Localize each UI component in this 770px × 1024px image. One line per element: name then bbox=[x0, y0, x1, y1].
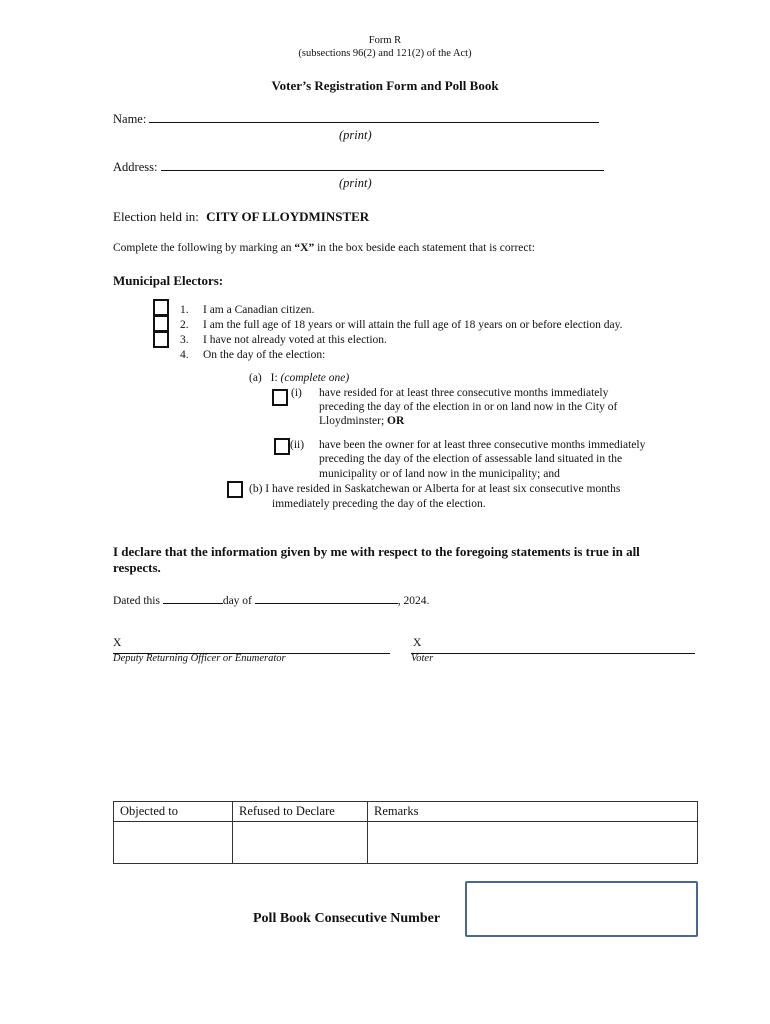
declaration-line-2: respects. bbox=[113, 560, 161, 575]
sig-right-x: X bbox=[413, 637, 422, 649]
option-i-line-2: preceding the day of the election in or on land now in the City of bbox=[319, 401, 618, 413]
option-b-line-1: (b) I have resided in Saskatchewan or Alberta for at least six consecutive months bbox=[249, 483, 621, 495]
table-header-row bbox=[114, 802, 698, 822]
statement-text-2: I am the full age of 18 years or will attain the full age of 18 years on or before election day. bbox=[203, 319, 623, 331]
checkbox-statement-1[interactable] bbox=[153, 299, 169, 316]
checkbox-option-i[interactable] bbox=[272, 389, 288, 406]
option-ii-line-1: have been the owner for at least three consecutive months immediately bbox=[319, 439, 646, 451]
option-b-line-2: immediately preceding the day of the election. bbox=[272, 498, 486, 510]
cell-refused-to-declare[interactable] bbox=[233, 822, 368, 864]
checkbox-statement-2[interactable] bbox=[153, 315, 169, 332]
election-value: CITY OF LLOYDMINSTER bbox=[206, 209, 370, 224]
option-ii-line-3: municipality or of land now in the municipality; and bbox=[319, 468, 560, 480]
statement-num-2: 2. bbox=[180, 319, 189, 331]
statement-text-3: I have not already voted at this election. bbox=[203, 334, 387, 346]
poll-book-number-field[interactable] bbox=[465, 881, 698, 937]
page-title: Voter’s Registration Form and Poll Book bbox=[271, 78, 499, 93]
option-i-line-3 bbox=[319, 415, 404, 427]
statement-text-4: On the day of the election: bbox=[203, 349, 326, 361]
option-i-num: (i) bbox=[291, 387, 302, 399]
name-label: Name: bbox=[113, 112, 147, 126]
election-row bbox=[113, 209, 369, 225]
statement-num-1: 1. bbox=[180, 304, 189, 316]
objection-table bbox=[113, 801, 698, 864]
sub-a-row bbox=[249, 372, 349, 384]
sig-line-voter[interactable] bbox=[411, 653, 695, 654]
header-remarks: Remarks bbox=[368, 802, 698, 822]
instruction-text-after: in the box beside each statement that is correct: bbox=[314, 242, 535, 254]
dated-day-field[interactable] bbox=[163, 593, 223, 604]
dated-mid: day of bbox=[222, 595, 252, 607]
statement-num-3: 3. bbox=[180, 334, 189, 346]
address-row bbox=[113, 160, 604, 175]
form-label: Form R bbox=[368, 35, 402, 46]
declaration-line-1: I declare that the information given by me with respect to the foregoing statements is true in all bbox=[113, 544, 640, 559]
name-field[interactable] bbox=[149, 112, 599, 123]
sig-caption-officer: Deputy Returning Officer or Enumerator bbox=[113, 653, 286, 664]
header-refused-to-declare: Refused to Declare bbox=[233, 802, 368, 822]
checkbox-option-ii[interactable] bbox=[274, 438, 290, 455]
address-print-hint: (print) bbox=[339, 176, 372, 190]
address-field[interactable] bbox=[161, 160, 604, 171]
option-i-line-1: have resided for at least three consecutive months immediately bbox=[319, 387, 609, 399]
option-ii-num: (ii) bbox=[290, 439, 305, 451]
dated-row bbox=[113, 593, 429, 607]
checkbox-option-b[interactable] bbox=[227, 481, 243, 498]
cell-objected-to[interactable] bbox=[114, 822, 233, 864]
option-i-or: OR bbox=[387, 415, 405, 427]
name-print-hint: (print) bbox=[339, 128, 372, 142]
instruction-text-before: Complete the following by marking an bbox=[113, 242, 295, 254]
sub-a-label: (a) bbox=[249, 372, 262, 384]
cell-remarks[interactable] bbox=[368, 822, 698, 864]
statement-text-1: I am a Canadian citizen. bbox=[203, 304, 315, 316]
poll-book-label: Poll Book Consecutive Number bbox=[253, 911, 441, 926]
option-i-line-3-text: Lloydminster; bbox=[319, 415, 385, 427]
sig-left-x: X bbox=[113, 637, 122, 649]
option-ii-line-2: preceding the day of the election of assessable land situated in the bbox=[319, 453, 623, 465]
sub-a-i-text: I: bbox=[270, 372, 278, 384]
sig-caption-voter: Voter bbox=[411, 653, 434, 664]
dated-prefix: Dated this bbox=[113, 595, 160, 607]
name-row bbox=[113, 112, 599, 127]
election-label: Election held in: bbox=[113, 209, 199, 224]
checkbox-statement-3[interactable] bbox=[153, 331, 169, 348]
address-label: Address: bbox=[113, 160, 158, 174]
section-title: Municipal Electors: bbox=[113, 273, 224, 288]
table-row bbox=[114, 822, 698, 864]
instruction bbox=[113, 242, 535, 254]
header-objected-to: Objected to bbox=[114, 802, 233, 822]
statement-num-4: 4. bbox=[180, 349, 189, 361]
dated-suffix: , 2024. bbox=[397, 595, 430, 607]
dated-month-field[interactable] bbox=[255, 593, 398, 604]
sub-a-complete-one: (complete one) bbox=[280, 372, 350, 384]
form-subsections: (subsections 96(2) and 121(2) of the Act) bbox=[298, 48, 472, 59]
instruction-mark: “X” bbox=[294, 242, 315, 254]
